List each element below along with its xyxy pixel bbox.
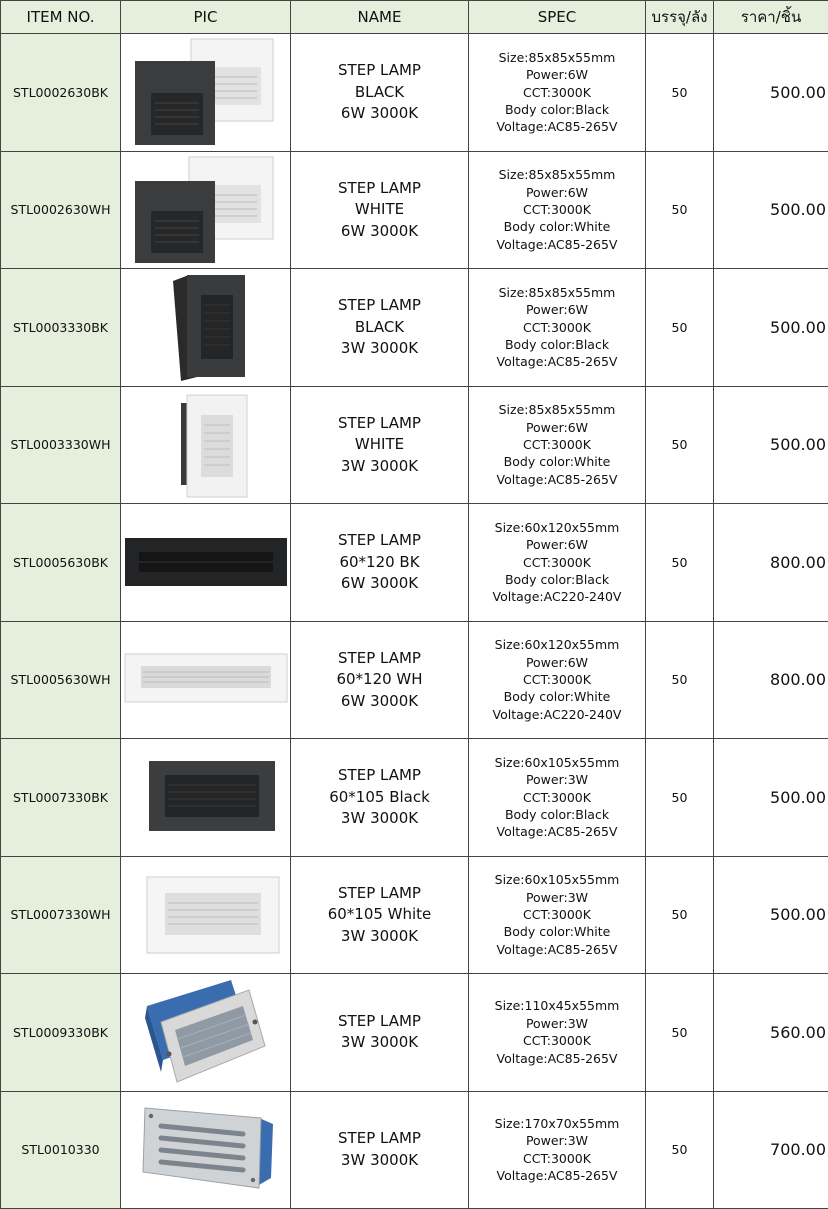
product-pic xyxy=(121,151,291,269)
pack-qty: 50 xyxy=(646,739,714,857)
table-row xyxy=(1,504,828,622)
pack-qty: 50 xyxy=(646,974,714,1092)
product-pic xyxy=(121,621,291,739)
product-name: STEP LAMP WHITE 6W 3000K xyxy=(291,151,469,269)
unit-price: 500.00 xyxy=(714,269,828,387)
header-name: NAME xyxy=(291,1,469,34)
product-spec: Size:85x85x55mm Power:6W CCT:3000K Body color:White Voltage:AC85-265V xyxy=(469,386,646,504)
product-name: STEP LAMP 3W 3000K xyxy=(291,1091,469,1209)
item-no: STL0003330WH xyxy=(1,386,121,504)
square-step-lamp-pair-icon xyxy=(131,37,281,147)
product-name: STEP LAMP WHITE 3W 3000K xyxy=(291,386,469,504)
item-no: STL0010330 xyxy=(1,1091,121,1209)
vertical-step-lamp-black-icon xyxy=(131,271,281,383)
product-name: STEP LAMP BLACK 6W 3000K xyxy=(291,34,469,152)
pack-qty: 50 xyxy=(646,504,714,622)
product-name: STEP LAMP BLACK 3W 3000K xyxy=(291,269,469,387)
unit-price: 800.00 xyxy=(714,621,828,739)
item-no: STL0007330WH xyxy=(1,856,121,974)
unit-price: 500.00 xyxy=(714,34,828,152)
wide-step-lamp-white-icon xyxy=(123,624,289,736)
table-row xyxy=(1,151,828,269)
header-item-no: ITEM NO. xyxy=(1,1,121,34)
product-name: STEP LAMP 60*120 BK 6W 3000K xyxy=(291,504,469,622)
pack-qty: 50 xyxy=(646,269,714,387)
rect-step-lamp-white-icon xyxy=(131,859,281,971)
wide-step-lamp-black-icon xyxy=(123,506,289,618)
square-step-lamp-pair-icon xyxy=(131,155,281,265)
table-row xyxy=(1,621,828,739)
item-no: STL0002630BK xyxy=(1,34,121,152)
table-row xyxy=(1,739,828,857)
product-pic xyxy=(121,386,291,504)
unit-price: 500.00 xyxy=(714,739,828,857)
vertical-step-lamp-white-icon xyxy=(131,389,281,501)
product-pic xyxy=(121,856,291,974)
table-row xyxy=(1,1091,828,1209)
table-row xyxy=(1,974,828,1092)
unit-price: 500.00 xyxy=(714,856,828,974)
rect-step-lamp-black-icon xyxy=(131,741,281,853)
unit-price: 700.00 xyxy=(714,1091,828,1209)
product-pic xyxy=(121,1091,291,1209)
item-no: STL0009330BK xyxy=(1,974,121,1092)
header-pic: PIC xyxy=(121,1,291,34)
table-row xyxy=(1,34,828,152)
product-pic xyxy=(121,974,291,1092)
product-name: STEP LAMP 60*105 White 3W 3000K xyxy=(291,856,469,974)
pack-qty: 50 xyxy=(646,621,714,739)
product-spec: Size:60x105x55mm Power:3W CCT:3000K Body color:White Voltage:AC85-265V xyxy=(469,856,646,974)
product-spec: Size:85x85x55mm Power:6W CCT:3000K Body color:White Voltage:AC85-265V xyxy=(469,151,646,269)
header-price: ราคา/ชิ้น xyxy=(714,1,828,34)
table-row xyxy=(1,386,828,504)
product-name: STEP LAMP 3W 3000K xyxy=(291,974,469,1092)
header-row xyxy=(1,1,828,34)
table-row xyxy=(1,856,828,974)
product-pic xyxy=(121,34,291,152)
unit-price: 500.00 xyxy=(714,151,828,269)
product-spec: Size:85x85x55mm Power:6W CCT:3000K Body color:Black Voltage:AC85-265V xyxy=(469,269,646,387)
product-spec: Size:60x120x55mm Power:6W CCT:3000K Body color:Black Voltage:AC220-240V xyxy=(469,504,646,622)
header-pack: บรรจุ/ลัง xyxy=(646,1,714,34)
pack-qty: 50 xyxy=(646,151,714,269)
product-spec: Size:170x70x55mm Power:3W CCT:3000K Voltage:AC85-265V xyxy=(469,1091,646,1209)
pack-qty: 50 xyxy=(646,34,714,152)
unit-price: 560.00 xyxy=(714,974,828,1092)
product-pic xyxy=(121,269,291,387)
header-spec: SPEC xyxy=(469,1,646,34)
brick-step-lamp-blue-icon xyxy=(131,976,281,1088)
product-spec: Size:60x105x55mm Power:3W CCT:3000K Body color:Black Voltage:AC85-265V xyxy=(469,739,646,857)
product-name: STEP LAMP 60*120 WH 6W 3000K xyxy=(291,621,469,739)
pack-qty: 50 xyxy=(646,1091,714,1209)
item-no: STL0003330BK xyxy=(1,269,121,387)
product-pic xyxy=(121,739,291,857)
item-no: STL0007330BK xyxy=(1,739,121,857)
item-no: STL0002630WH xyxy=(1,151,121,269)
unit-price: 800.00 xyxy=(714,504,828,622)
item-no: STL0005630BK xyxy=(1,504,121,622)
table-row xyxy=(1,269,828,387)
item-no: STL0005630WH xyxy=(1,621,121,739)
product-spec: Size:60x120x55mm Power:6W CCT:3000K Body color:White Voltage:AC220-240V xyxy=(469,621,646,739)
product-name: STEP LAMP 60*105 Black 3W 3000K xyxy=(291,739,469,857)
product-pic xyxy=(121,504,291,622)
pack-qty: 50 xyxy=(646,386,714,504)
product-spec: Size:110x45x55mm Power:3W CCT:3000K Voltage:AC85-265V xyxy=(469,974,646,1092)
unit-price: 500.00 xyxy=(714,386,828,504)
louvre-step-lamp-steel-icon xyxy=(131,1094,281,1206)
product-spec: Size:85x85x55mm Power:6W CCT:3000K Body color:Black Voltage:AC85-265V xyxy=(469,34,646,152)
pack-qty: 50 xyxy=(646,856,714,974)
